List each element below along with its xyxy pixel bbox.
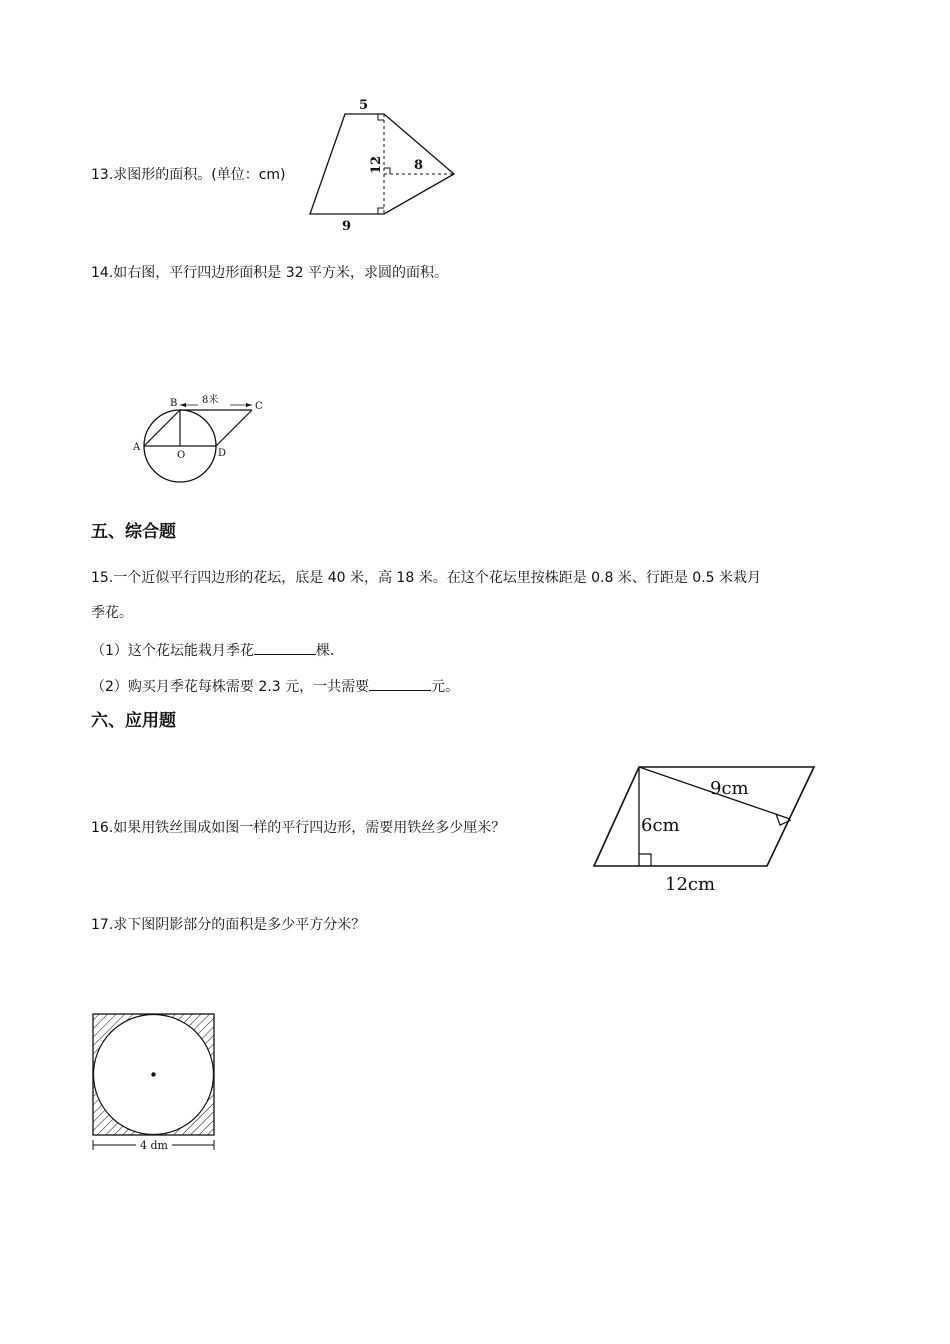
section6-title: 六、应用题 <box>91 711 176 731</box>
q15-sub2-suffix: 元。 <box>431 679 460 695</box>
q13-label-bottom: 9 <box>342 219 352 232</box>
q14-figure <box>126 390 276 490</box>
q15-sub2 <box>91 676 459 697</box>
q15-sub1 <box>91 640 334 661</box>
q15-sub1-suffix: 棵. <box>315 643 335 659</box>
q14-label-dist: 8米 <box>202 395 219 406</box>
q14-label-d: D <box>218 448 227 459</box>
q15-sub2-blank[interactable] <box>369 676 431 691</box>
q16-figure <box>585 758 825 898</box>
q13-text: 13.求图形的面积。(单位：cm) <box>91 167 286 183</box>
q13-label-right: 8 <box>414 158 424 173</box>
q15-sub1-blank[interactable] <box>254 640 316 655</box>
q13-label-height: 12 <box>369 155 384 174</box>
q16-label-side: 9cm <box>710 778 749 799</box>
q15-sub2-prefix: （2）购买月季花每株需要 2.3 元，一共需要 <box>91 679 370 695</box>
q13-figure <box>300 92 470 232</box>
q16-text: 16.如果用铁丝围成如图一样的平行四边形，需要用铁丝多少厘米？ <box>91 820 506 836</box>
q15-line2: 季花。 <box>91 605 133 621</box>
q17-label-width: 4 dm <box>140 1139 168 1152</box>
q14-text: 14.如右图，平行四边形面积是 32 平方米，求圆的面积。 <box>91 265 448 281</box>
q14-label-c: C <box>255 401 263 412</box>
q16-label-height: 6cm <box>641 815 680 836</box>
q17-text: 17.求下图阴影部分的面积是多少平方分米？ <box>91 917 366 933</box>
q14-label-b: B <box>170 398 178 409</box>
section5-title: 五、综合题 <box>91 522 176 542</box>
q14-label-o: O <box>177 450 186 461</box>
q13-label-top: 5 <box>359 98 369 113</box>
q15-sub1-prefix: （1）这个花坛能栽月季花 <box>91 643 254 659</box>
q14-label-a: A <box>133 442 141 453</box>
q17-figure <box>88 1008 223 1153</box>
q15-line1: 15.一个近似平行四边形的花坛，底是 40 米，高 18 米。在这个花坛里按株距是 0.8 米、行距是 0.5 米栽月 <box>91 570 762 586</box>
q16-label-base: 12cm <box>665 874 716 895</box>
